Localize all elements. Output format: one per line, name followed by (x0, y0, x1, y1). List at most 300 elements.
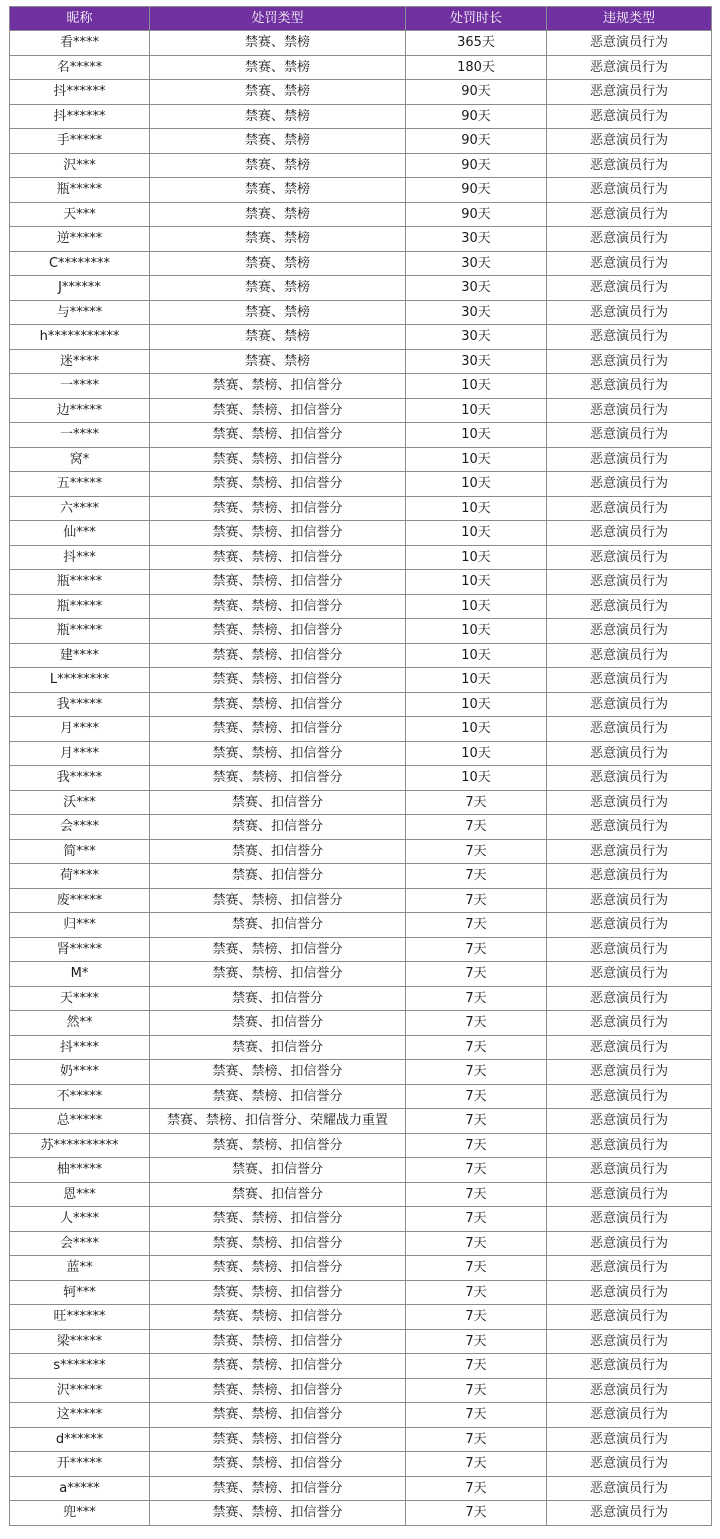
cell-nickname: 归*** (10, 913, 150, 938)
table-row (10, 1427, 712, 1452)
table-row (10, 55, 712, 80)
cell-penalty-duration: 7天 (406, 1378, 547, 1403)
cell-penalty-type: 禁赛、禁榜 (150, 227, 406, 252)
cell-penalty-type: 禁赛、禁榜、扣信誉分 (150, 472, 406, 497)
cell-penalty-type: 禁赛、禁榜、扣信誉分 (150, 398, 406, 423)
cell-nickname: 旺****** (10, 1305, 150, 1330)
cell-penalty-duration: 7天 (406, 1182, 547, 1207)
cell-penalty-type: 禁赛、禁榜、扣信誉分 (150, 1427, 406, 1452)
cell-penalty-duration: 7天 (406, 1452, 547, 1477)
table-row (10, 31, 712, 56)
cell-penalty-duration: 30天 (406, 227, 547, 252)
cell-nickname: 瓶***** (10, 594, 150, 619)
penalty-table (9, 6, 712, 1526)
cell-penalty-type: 禁赛、扣信誉分 (150, 864, 406, 889)
table-row (10, 300, 712, 325)
cell-nickname: J****** (10, 276, 150, 301)
table-row (10, 80, 712, 105)
cell-violation-type: 恶意演员行为 (547, 1354, 712, 1379)
cell-penalty-type: 禁赛、禁榜、扣信誉分 (150, 423, 406, 448)
cell-nickname: M* (10, 962, 150, 987)
cell-violation-type: 恶意演员行为 (547, 741, 712, 766)
cell-violation-type: 恶意演员行为 (547, 766, 712, 791)
cell-penalty-type: 禁赛、禁榜、扣信誉分 (150, 1060, 406, 1085)
cell-penalty-duration: 30天 (406, 251, 547, 276)
table-row (10, 1133, 712, 1158)
cell-penalty-type: 禁赛、禁榜、扣信誉分 (150, 1084, 406, 1109)
cell-violation-type: 恶意演员行为 (547, 349, 712, 374)
cell-violation-type: 恶意演员行为 (547, 31, 712, 56)
cell-nickname: 兜*** (10, 1501, 150, 1526)
cell-violation-type: 恶意演员行为 (547, 888, 712, 913)
cell-violation-type: 恶意演员行为 (547, 1133, 712, 1158)
cell-violation-type: 恶意演员行为 (547, 325, 712, 350)
cell-nickname: 边***** (10, 398, 150, 423)
cell-nickname: 会**** (10, 1231, 150, 1256)
table-row (10, 1207, 712, 1232)
cell-nickname: 总***** (10, 1109, 150, 1134)
cell-penalty-type: 禁赛、禁榜、扣信誉分 (150, 1329, 406, 1354)
cell-nickname: 瓶***** (10, 619, 150, 644)
table-row (10, 472, 712, 497)
cell-nickname: 月**** (10, 717, 150, 742)
cell-nickname: 会**** (10, 815, 150, 840)
cell-violation-type: 恶意演员行为 (547, 1256, 712, 1281)
table-row (10, 839, 712, 864)
cell-violation-type: 恶意演员行为 (547, 864, 712, 889)
table-row (10, 888, 712, 913)
table-row (10, 1403, 712, 1428)
table-row (10, 570, 712, 595)
cell-penalty-duration: 7天 (406, 913, 547, 938)
cell-nickname: 简*** (10, 839, 150, 864)
table-row (10, 545, 712, 570)
cell-penalty-duration: 7天 (406, 962, 547, 987)
cell-penalty-type: 禁赛、禁榜、扣信誉分 (150, 1256, 406, 1281)
table-row (10, 594, 712, 619)
cell-nickname: 与***** (10, 300, 150, 325)
table-row (10, 1452, 712, 1477)
table-row (10, 1256, 712, 1281)
cell-penalty-type: 禁赛、禁榜、扣信誉分、荣耀战力重置 (150, 1109, 406, 1134)
table-row (10, 1280, 712, 1305)
header-violation-type: 违规类型 (547, 7, 712, 31)
cell-violation-type: 恶意演员行为 (547, 815, 712, 840)
cell-penalty-type: 禁赛、禁榜、扣信誉分 (150, 937, 406, 962)
cell-penalty-duration: 7天 (406, 986, 547, 1011)
cell-penalty-type: 禁赛、扣信誉分 (150, 913, 406, 938)
table-row (10, 496, 712, 521)
table-row (10, 766, 712, 791)
cell-penalty-duration: 7天 (406, 1035, 547, 1060)
cell-nickname: 抖*** (10, 545, 150, 570)
cell-penalty-duration: 7天 (406, 1280, 547, 1305)
table-row (10, 1035, 712, 1060)
cell-violation-type: 恶意演员行为 (547, 1182, 712, 1207)
table-row (10, 619, 712, 644)
cell-nickname: L******** (10, 668, 150, 693)
cell-penalty-duration: 7天 (406, 1403, 547, 1428)
cell-penalty-duration: 7天 (406, 1109, 547, 1134)
cell-penalty-duration: 10天 (406, 643, 547, 668)
cell-violation-type: 恶意演员行为 (547, 1305, 712, 1330)
cell-nickname: 然** (10, 1011, 150, 1036)
cell-penalty-duration: 90天 (406, 104, 547, 129)
table-row (10, 349, 712, 374)
cell-penalty-duration: 90天 (406, 80, 547, 105)
table-row (10, 447, 712, 472)
cell-penalty-type: 禁赛、禁榜、扣信誉分 (150, 1354, 406, 1379)
cell-penalty-type: 禁赛、禁榜、扣信誉分 (150, 545, 406, 570)
cell-penalty-type: 禁赛、禁榜、扣信誉分 (150, 1452, 406, 1477)
cell-penalty-type: 禁赛、扣信誉分 (150, 986, 406, 1011)
table-row (10, 1354, 712, 1379)
cell-violation-type: 恶意演员行为 (547, 668, 712, 693)
cell-violation-type: 恶意演员行为 (547, 202, 712, 227)
cell-nickname: 恩*** (10, 1182, 150, 1207)
cell-penalty-type: 禁赛、禁榜、扣信誉分 (150, 741, 406, 766)
cell-nickname: 一**** (10, 423, 150, 448)
cell-violation-type: 恶意演员行为 (547, 1084, 712, 1109)
cell-violation-type: 恶意演员行为 (547, 472, 712, 497)
table-row (10, 692, 712, 717)
cell-violation-type: 恶意演员行为 (547, 545, 712, 570)
cell-violation-type: 恶意演员行为 (547, 374, 712, 399)
cell-violation-type: 恶意演员行为 (547, 717, 712, 742)
table-row (10, 1011, 712, 1036)
cell-violation-type: 恶意演员行为 (547, 790, 712, 815)
cell-penalty-type: 禁赛、禁榜 (150, 276, 406, 301)
cell-penalty-type: 禁赛、禁榜、扣信誉分 (150, 447, 406, 472)
cell-penalty-duration: 10天 (406, 668, 547, 693)
cell-penalty-type: 禁赛、扣信誉分 (150, 1011, 406, 1036)
cell-penalty-duration: 7天 (406, 1084, 547, 1109)
cell-nickname: 天**** (10, 986, 150, 1011)
cell-penalty-type: 禁赛、禁榜 (150, 300, 406, 325)
cell-violation-type: 恶意演员行为 (547, 1501, 712, 1526)
cell-penalty-duration: 7天 (406, 864, 547, 889)
cell-penalty-type: 禁赛、禁榜、扣信誉分 (150, 643, 406, 668)
cell-penalty-duration: 7天 (406, 1158, 547, 1183)
cell-penalty-duration: 180天 (406, 55, 547, 80)
cell-penalty-type: 禁赛、禁榜、扣信誉分 (150, 619, 406, 644)
cell-nickname: 六**** (10, 496, 150, 521)
cell-penalty-type: 禁赛、禁榜、扣信誉分 (150, 496, 406, 521)
cell-penalty-duration: 10天 (406, 619, 547, 644)
cell-nickname: 奶**** (10, 1060, 150, 1085)
table-row (10, 325, 712, 350)
cell-nickname: 肾***** (10, 937, 150, 962)
cell-nickname: 月**** (10, 741, 150, 766)
table-row (10, 521, 712, 546)
table-row (10, 1329, 712, 1354)
cell-violation-type: 恶意演员行为 (547, 1231, 712, 1256)
cell-violation-type: 恶意演员行为 (547, 937, 712, 962)
cell-penalty-type: 禁赛、禁榜 (150, 55, 406, 80)
cell-violation-type: 恶意演员行为 (547, 962, 712, 987)
cell-penalty-duration: 10天 (406, 766, 547, 791)
cell-violation-type: 恶意演员行为 (547, 1280, 712, 1305)
cell-violation-type: 恶意演员行为 (547, 55, 712, 80)
table-row (10, 202, 712, 227)
cell-penalty-duration: 10天 (406, 545, 547, 570)
cell-penalty-duration: 10天 (406, 692, 547, 717)
cell-penalty-duration: 10天 (406, 741, 547, 766)
table-row (10, 1501, 712, 1526)
cell-violation-type: 恶意演员行为 (547, 1035, 712, 1060)
cell-penalty-duration: 365天 (406, 31, 547, 56)
cell-penalty-duration: 90天 (406, 153, 547, 178)
cell-nickname: 名***** (10, 55, 150, 80)
cell-penalty-type: 禁赛、禁榜 (150, 31, 406, 56)
cell-penalty-duration: 10天 (406, 423, 547, 448)
cell-penalty-duration: 7天 (406, 815, 547, 840)
cell-violation-type: 恶意演员行为 (547, 619, 712, 644)
cell-penalty-type: 禁赛、禁榜 (150, 178, 406, 203)
cell-nickname: 一**** (10, 374, 150, 399)
table-row (10, 1305, 712, 1330)
cell-violation-type: 恶意演员行为 (547, 1476, 712, 1501)
cell-nickname: 迷**** (10, 349, 150, 374)
cell-violation-type: 恶意演员行为 (547, 227, 712, 252)
table-row (10, 227, 712, 252)
cell-penalty-type: 禁赛、禁榜、扣信誉分 (150, 962, 406, 987)
cell-violation-type: 恶意演员行为 (547, 692, 712, 717)
cell-violation-type: 恶意演员行为 (547, 1109, 712, 1134)
cell-violation-type: 恶意演员行为 (547, 104, 712, 129)
cell-violation-type: 恶意演员行为 (547, 496, 712, 521)
cell-penalty-type: 禁赛、禁榜 (150, 349, 406, 374)
table-row (10, 741, 712, 766)
cell-penalty-duration: 7天 (406, 888, 547, 913)
cell-violation-type: 恶意演员行为 (547, 1060, 712, 1085)
cell-nickname: 我***** (10, 692, 150, 717)
cell-penalty-type: 禁赛、禁榜、扣信誉分 (150, 1231, 406, 1256)
cell-violation-type: 恶意演员行为 (547, 1378, 712, 1403)
table-row (10, 643, 712, 668)
table-row (10, 1378, 712, 1403)
cell-nickname: a***** (10, 1476, 150, 1501)
table-row (10, 790, 712, 815)
cell-penalty-type: 禁赛、禁榜 (150, 251, 406, 276)
cell-nickname: 不***** (10, 1084, 150, 1109)
cell-violation-type: 恶意演员行为 (547, 300, 712, 325)
cell-penalty-duration: 90天 (406, 178, 547, 203)
cell-nickname: 窝* (10, 447, 150, 472)
cell-penalty-type: 禁赛、扣信誉分 (150, 790, 406, 815)
cell-violation-type: 恶意演员行为 (547, 570, 712, 595)
table-row (10, 1060, 712, 1085)
table-row (10, 178, 712, 203)
cell-penalty-type: 禁赛、禁榜 (150, 202, 406, 227)
table-row (10, 1231, 712, 1256)
header-penalty-type: 处罚类型 (150, 7, 406, 31)
table-row (10, 937, 712, 962)
cell-nickname: s******* (10, 1354, 150, 1379)
cell-violation-type: 恶意演员行为 (547, 643, 712, 668)
cell-penalty-duration: 7天 (406, 1476, 547, 1501)
cell-penalty-type: 禁赛、禁榜、扣信誉分 (150, 1207, 406, 1232)
cell-nickname: 我***** (10, 766, 150, 791)
table-row (10, 423, 712, 448)
cell-penalty-duration: 10天 (406, 521, 547, 546)
cell-penalty-duration: 7天 (406, 790, 547, 815)
cell-penalty-type: 禁赛、禁榜、扣信誉分 (150, 521, 406, 546)
cell-violation-type: 恶意演员行为 (547, 913, 712, 938)
cell-nickname: 瓶***** (10, 178, 150, 203)
cell-nickname: h*********** (10, 325, 150, 350)
cell-violation-type: 恶意演员行为 (547, 447, 712, 472)
cell-penalty-type: 禁赛、禁榜、扣信誉分 (150, 1403, 406, 1428)
cell-penalty-duration: 10天 (406, 717, 547, 742)
table-row (10, 986, 712, 1011)
cell-penalty-duration: 10天 (406, 447, 547, 472)
cell-penalty-type: 禁赛、扣信誉分 (150, 1182, 406, 1207)
cell-violation-type: 恶意演员行为 (547, 839, 712, 864)
cell-nickname: 抖****** (10, 80, 150, 105)
table-row (10, 153, 712, 178)
cell-nickname: 瓶***** (10, 570, 150, 595)
cell-penalty-type: 禁赛、扣信誉分 (150, 1035, 406, 1060)
cell-violation-type: 恶意演员行为 (547, 398, 712, 423)
cell-penalty-duration: 7天 (406, 1011, 547, 1036)
cell-penalty-type: 禁赛、禁榜 (150, 325, 406, 350)
cell-nickname: 这***** (10, 1403, 150, 1428)
cell-penalty-type: 禁赛、禁榜、扣信誉分 (150, 1501, 406, 1526)
cell-penalty-type: 禁赛、禁榜、扣信誉分 (150, 594, 406, 619)
cell-nickname: d****** (10, 1427, 150, 1452)
table-row (10, 374, 712, 399)
table-row (10, 1476, 712, 1501)
table-row (10, 1109, 712, 1134)
cell-penalty-duration: 7天 (406, 1231, 547, 1256)
cell-violation-type: 恶意演员行为 (547, 276, 712, 301)
cell-violation-type: 恶意演员行为 (547, 1011, 712, 1036)
cell-nickname: 废***** (10, 888, 150, 913)
cell-penalty-type: 禁赛、扣信誉分 (150, 815, 406, 840)
cell-nickname: 建**** (10, 643, 150, 668)
cell-penalty-duration: 7天 (406, 937, 547, 962)
cell-nickname: 轲*** (10, 1280, 150, 1305)
cell-nickname: 人**** (10, 1207, 150, 1232)
cell-penalty-type: 禁赛、禁榜、扣信誉分 (150, 1133, 406, 1158)
cell-penalty-duration: 10天 (406, 570, 547, 595)
table-row (10, 668, 712, 693)
table-row (10, 1158, 712, 1183)
cell-penalty-duration: 7天 (406, 1256, 547, 1281)
cell-penalty-duration: 90天 (406, 202, 547, 227)
cell-nickname: 荷**** (10, 864, 150, 889)
cell-penalty-type: 禁赛、扣信誉分 (150, 839, 406, 864)
cell-penalty-duration: 10天 (406, 374, 547, 399)
cell-nickname: 逆***** (10, 227, 150, 252)
cell-penalty-type: 禁赛、禁榜、扣信誉分 (150, 717, 406, 742)
cell-nickname: 苏********** (10, 1133, 150, 1158)
cell-penalty-duration: 7天 (406, 1133, 547, 1158)
table-row (10, 1182, 712, 1207)
cell-penalty-type: 禁赛、扣信誉分 (150, 1158, 406, 1183)
cell-nickname: 沢***** (10, 1378, 150, 1403)
cell-penalty-type: 禁赛、禁榜、扣信誉分 (150, 668, 406, 693)
table-row (10, 815, 712, 840)
cell-violation-type: 恶意演员行为 (547, 80, 712, 105)
cell-violation-type: 恶意演员行为 (547, 153, 712, 178)
cell-penalty-type: 禁赛、禁榜、扣信誉分 (150, 1476, 406, 1501)
cell-penalty-duration: 7天 (406, 1354, 547, 1379)
table-row (10, 1084, 712, 1109)
table-header-row (10, 7, 712, 31)
cell-penalty-duration: 7天 (406, 1060, 547, 1085)
cell-nickname: 五***** (10, 472, 150, 497)
table-row (10, 962, 712, 987)
cell-penalty-duration: 7天 (406, 1329, 547, 1354)
cell-penalty-type: 禁赛、禁榜、扣信誉分 (150, 374, 406, 399)
cell-violation-type: 恶意演员行为 (547, 1329, 712, 1354)
cell-penalty-type: 禁赛、禁榜、扣信誉分 (150, 1378, 406, 1403)
cell-violation-type: 恶意演员行为 (547, 1452, 712, 1477)
cell-nickname: 柚***** (10, 1158, 150, 1183)
cell-violation-type: 恶意演员行为 (547, 1403, 712, 1428)
cell-penalty-type: 禁赛、禁榜 (150, 104, 406, 129)
cell-violation-type: 恶意演员行为 (547, 178, 712, 203)
table-row (10, 104, 712, 129)
cell-violation-type: 恶意演员行为 (547, 594, 712, 619)
cell-penalty-duration: 7天 (406, 1305, 547, 1330)
header-penalty-duration: 处罚时长 (406, 7, 547, 31)
cell-penalty-type: 禁赛、禁榜、扣信誉分 (150, 888, 406, 913)
cell-nickname: 梁***** (10, 1329, 150, 1354)
cell-nickname: 看**** (10, 31, 150, 56)
cell-violation-type: 恶意演员行为 (547, 521, 712, 546)
table-row (10, 864, 712, 889)
cell-penalty-duration: 10天 (406, 594, 547, 619)
cell-nickname: 仙*** (10, 521, 150, 546)
cell-penalty-duration: 90天 (406, 129, 547, 154)
cell-penalty-duration: 7天 (406, 1501, 547, 1526)
cell-nickname: 蓝** (10, 1256, 150, 1281)
cell-penalty-type: 禁赛、禁榜 (150, 153, 406, 178)
cell-violation-type: 恶意演员行为 (547, 423, 712, 448)
cell-penalty-type: 禁赛、禁榜、扣信誉分 (150, 766, 406, 791)
cell-violation-type: 恶意演员行为 (547, 1207, 712, 1232)
cell-violation-type: 恶意演员行为 (547, 1158, 712, 1183)
cell-nickname: 抖**** (10, 1035, 150, 1060)
cell-penalty-duration: 30天 (406, 349, 547, 374)
table-row (10, 251, 712, 276)
cell-penalty-duration: 30天 (406, 300, 547, 325)
cell-penalty-type: 禁赛、禁榜、扣信誉分 (150, 1280, 406, 1305)
cell-penalty-duration: 30天 (406, 325, 547, 350)
cell-violation-type: 恶意演员行为 (547, 251, 712, 276)
cell-nickname: 手***** (10, 129, 150, 154)
cell-penalty-duration: 10天 (406, 398, 547, 423)
table-row (10, 276, 712, 301)
table-row (10, 913, 712, 938)
cell-penalty-duration: 10天 (406, 472, 547, 497)
table-row (10, 717, 712, 742)
table-row (10, 398, 712, 423)
cell-nickname: 沢*** (10, 153, 150, 178)
cell-penalty-duration: 7天 (406, 1427, 547, 1452)
table-row (10, 129, 712, 154)
cell-penalty-duration: 30天 (406, 276, 547, 301)
cell-penalty-duration: 7天 (406, 839, 547, 864)
header-nickname: 昵称 (10, 7, 150, 31)
cell-penalty-type: 禁赛、禁榜、扣信誉分 (150, 692, 406, 717)
cell-penalty-type: 禁赛、禁榜 (150, 80, 406, 105)
cell-nickname: 抖****** (10, 104, 150, 129)
cell-nickname: 沃*** (10, 790, 150, 815)
